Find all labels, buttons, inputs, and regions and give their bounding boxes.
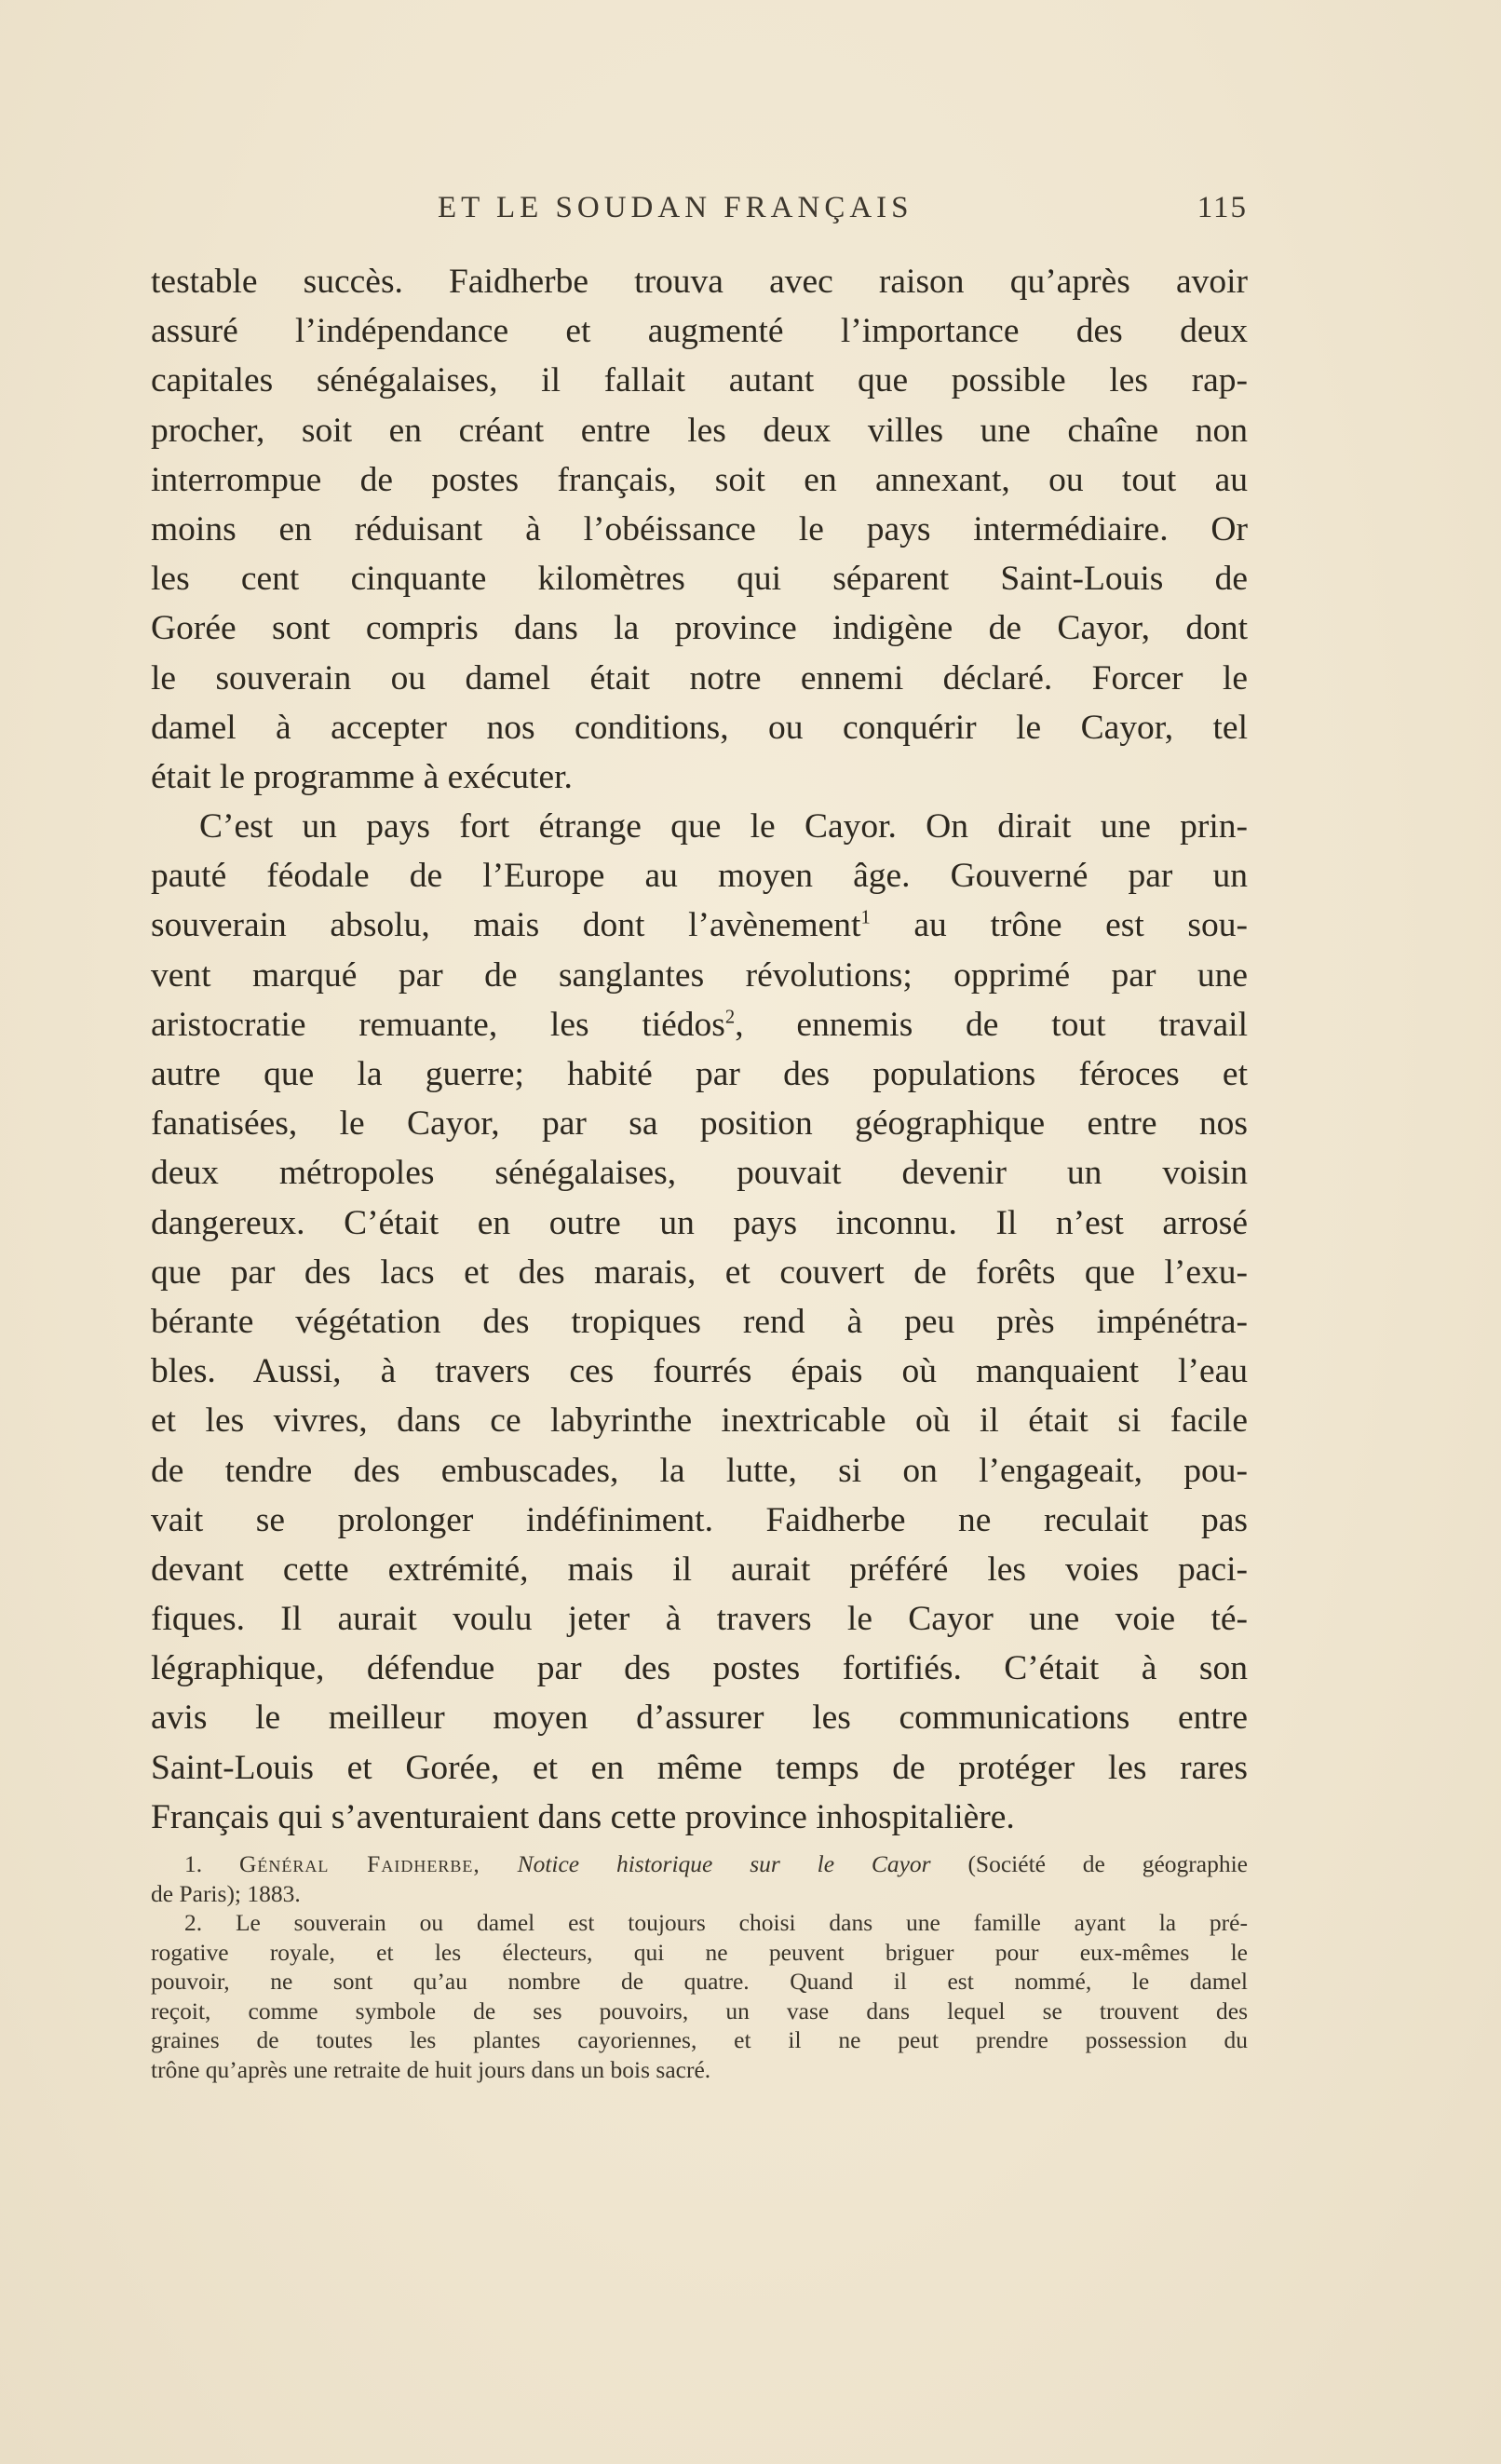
text-segment: au trône est sou- [913, 906, 1249, 945]
text-line: devant cette extrémité, mais il aurait préféré les voies paci- [151, 1550, 1248, 1589]
footnote-2-line: pouvoir, ne sont qu’au nombre de quatre. Quand il est nommé, le damel [151, 1968, 1248, 1995]
text-line: bles. Aussi, à travers ces fourrés épais où manquaient l’eau [151, 1352, 1248, 1391]
text-line: était le programme à exécuter. [151, 757, 573, 796]
footnote-number: 1. [184, 1850, 203, 1877]
text-line: que par des lacs et des marais, et couvert de forêts que l’exu- [151, 1252, 1248, 1292]
footnote-text: (Société de géographie [967, 1850, 1248, 1877]
footnote-title: Notice historique sur le Cayor [517, 1850, 931, 1877]
text-line-with-note [151, 900, 1248, 950]
footnote-2-line: reçoit, comme symbole de ses pouvoirs, un vase dans lequel se trouvent des [151, 1997, 1248, 2024]
text-line: pauté féodale de l’Europe au moyen âge. Gouverné par un [151, 857, 1248, 896]
text-line: vait se prolonger indéfiniment. Faidherbe ne reculait pas [151, 1500, 1248, 1539]
text-line: moins en réduisant à l’obéissance le pays intermédiaire. Or [151, 509, 1248, 548]
text-line: et les vivres, dans ce labyrinthe inextricable où il était si facile [151, 1401, 1248, 1441]
text-line: vent marqué par de sanglantes révolutions; opprimé par une [151, 955, 1248, 995]
text-line: testable succès. Faidherbe trouva avec raison qu’après avoir [151, 263, 1248, 301]
text-line: fiques. Il aurait voulu jeter à travers le Cayor une voie té- [151, 1600, 1248, 1639]
text-line: de tendre des embuscades, la lutte, si on l’engageait, pou- [151, 1451, 1248, 1490]
text-line: damel à accepter nos conditions, ou conquérir le Cayor, tel [151, 708, 1248, 747]
text-segment: souverain absolu, mais dont l’avènement [151, 906, 861, 945]
footnote-2-line: trône qu’après une retraite de huit jours dans un bois sacré. [151, 2055, 711, 2083]
text-line: interrompue de postes français, soit en annexant, ou tout au [151, 460, 1248, 499]
text-line: procher, soit en créant entre les deux villes une chaîne non [151, 411, 1248, 450]
footnote-2-line: rogative royale, et les électeurs, qui ne peuvent briguer pour eux-mêmes le [151, 1938, 1248, 1966]
text-line: avis le meilleur moyen d’assurer les communications entre [151, 1699, 1248, 1738]
text-line: le souverain ou damel était notre ennemi déclaré. Forcer le [151, 658, 1248, 697]
text-line: capitales sénégalaises, il fallait autant que possible les rap- [151, 361, 1248, 400]
footnote-1-continued: de Paris); 1883. [151, 1879, 301, 1907]
footnote-2-line: graines de toutes les plantes cayoriennes, et il ne peut prendre possession du [151, 2026, 1248, 2053]
footnote-author: Général Faidherbe, [238, 1850, 480, 1877]
note-reference-1: 1 [860, 907, 871, 928]
text-line-with-note [151, 1000, 1248, 1049]
text-line: autre que la guerre; habité par des populations féroces et [151, 1055, 1248, 1093]
page-number: 115 [1197, 191, 1248, 224]
text-line: Français qui s’aventuraient dans cette province inhospitalière. [151, 1797, 1015, 1836]
text-line: assuré l’indépendance et augmenté l’importance des deux [151, 312, 1248, 351]
footnotes [151, 1849, 1248, 2084]
text-line: fanatisées, le Cayor, par sa position géographique entre nos [151, 1104, 1248, 1144]
text-segment: aristocratie remuante, les tiédos [151, 1005, 725, 1044]
note-reference-2: 2 [724, 1007, 736, 1028]
text-line: Gorée sont compris dans la province indigène de Cayor, dont [151, 609, 1248, 648]
text-line: légraphique, défendue par des postes fortifiés. C’était à son [151, 1649, 1248, 1688]
running-title: ET LE SOUDAN FRANÇAIS [438, 191, 913, 224]
text-line: C’est un pays fort étrange que le Cayor. On dirait une prin- [199, 807, 1248, 846]
footnote-2: 2. Le souverain ou damel est toujours choisi dans une famille ayant la pré- [184, 1909, 1248, 1936]
body-text [151, 257, 1248, 1842]
text-segment: , ennemis de tout travail [735, 1005, 1248, 1044]
running-head [438, 191, 1248, 234]
text-line: Saint-Louis et Gorée, et en même temps de protéger les rares [151, 1748, 1248, 1787]
text-line: dangereux. C’était en outre un pays inconnu. Il n’est arrosé [151, 1203, 1248, 1242]
text-line: bérante végétation des tropiques rend à peu près impénétra- [151, 1302, 1248, 1341]
footnote-1 [151, 1849, 1248, 1879]
text-line: deux métropoles sénégalaises, pouvait devenir un voisin [151, 1154, 1248, 1193]
text-line: les cent cinquante kilomètres qui séparent Saint-Louis de [151, 560, 1248, 599]
